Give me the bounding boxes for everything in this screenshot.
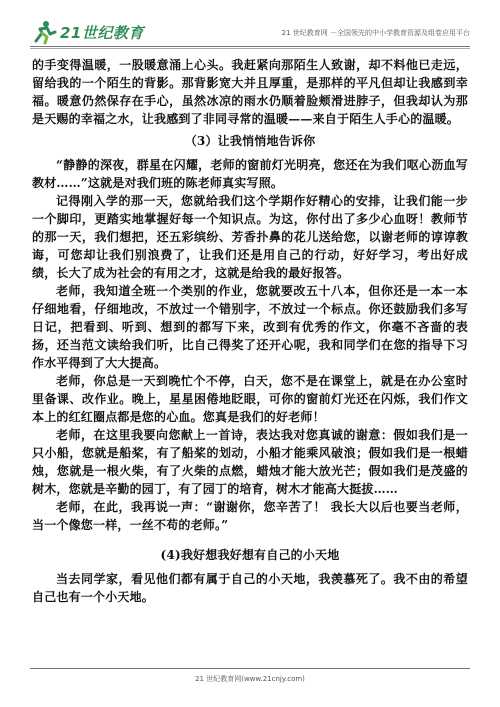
header-divider xyxy=(30,46,470,47)
header-tagline: 21 世纪教育网 －全国领先的中小学教育资源及组卷应用平台 xyxy=(281,29,470,37)
paragraph: 老师，你总是一天到晚忙个不停，白天，您不是在课堂上，就是在办公室时里备课、改作业。晚上，星星困倦地眨眼，可你的窗前灯光还在闪烁，我们作文本上的红红圈点都是您的心血。您真是我们的好老师！ xyxy=(32,374,468,424)
section-heading-4: (4)我好想我好想有自己的小天地 xyxy=(160,548,340,562)
logo-text: 21世纪教育 xyxy=(60,23,144,42)
paragraph: 的手变得温暖，一股暖意涌上心头。我赶紧向那陌生人致谢，却不料他已走远，留给我的一个陌生的背影。那背影宽大并且厚重，是那样的平凡但却让我感到幸福。暖意仍然保存在手心，虽然冰凉的雨水仍顺着脸颊滑进脖子，但我却认为那是天赐的幸福之水，让我感到了非同寻常的温暖——来自于陌生人手心的温暖。 xyxy=(32,58,468,126)
footer-divider xyxy=(30,668,470,669)
paragraph: “静静的深夜，群星在闪耀，老师的窗前灯光明亮，您还在为我们呕心沥血写教材……”这就是对我们班的陈老师真实写照。 xyxy=(32,158,468,190)
paragraph: 老师，我知道全班一个类别的作业，您就要改五十八本，但你还是一本一本仔细地看，仔细地改，不放过一个错别字，不放过一个标点。你还鼓励我们多写日记，把看到、听到、想到的都写下来，改到有优秀的作文，你毫不吝啬的表扬，还当范文读给我们听，比自己得奖了还开心呢，我和同学们在您的指导下习作水平得到了大大提高。 xyxy=(32,284,468,370)
paragraph: 当去同学家，看见他们都有属于自己的小天地，我羡慕死了。我不由的希望自己也有一个小天地。 xyxy=(32,572,468,604)
runner-logo-icon xyxy=(30,19,58,45)
site-logo[interactable] xyxy=(30,18,160,46)
page-header xyxy=(30,18,470,48)
paragraph: 老师，在这里我要向您献上一首诗，表达我对您真诚的谢意：假如我们是一只小船，您就是船桨，有了船桨的划动，小船才能乘风破浪；假如我们是一根蜡烛，您就是一根火柴，有了火柴的点燃，蜡烛才能大放光芒；假如我们是茂盛的树木，您就是辛勤的园丁，有了园丁的培育，树木才能高大挺拔…… xyxy=(32,428,468,496)
page-footer[interactable]: 21 世纪教育网(www.21cnjy.com) xyxy=(195,675,305,683)
paragraph: 记得刚入学的那一天，您就给我们这个学期作好精心的安排，让我们能一步一个脚印，更踏实地掌握好每一个知识点。为这，你付出了多少心血呀！教师节的那一天，我们想把，还五彩缤纷、芳香扑鼻的花儿送给您，以谢老师的谆谆教诲，可您却让我们别浪费了，让我们还是用自己的行动，好好学习，考出好成绩，长大了成为社会的有用之才，这就是给我的最好报答。 xyxy=(32,194,468,280)
header-divider-thin xyxy=(30,48,470,49)
paragraph: 老师，在此，我再说一声：“谢谢你，您辛苦了！ 我长大以后也要当老师，当一个像您一样，一丝不苟的老师。” xyxy=(32,500,468,532)
section-heading-3: （3）让我悄悄地告诉你 xyxy=(184,134,316,148)
document-body xyxy=(32,56,468,606)
